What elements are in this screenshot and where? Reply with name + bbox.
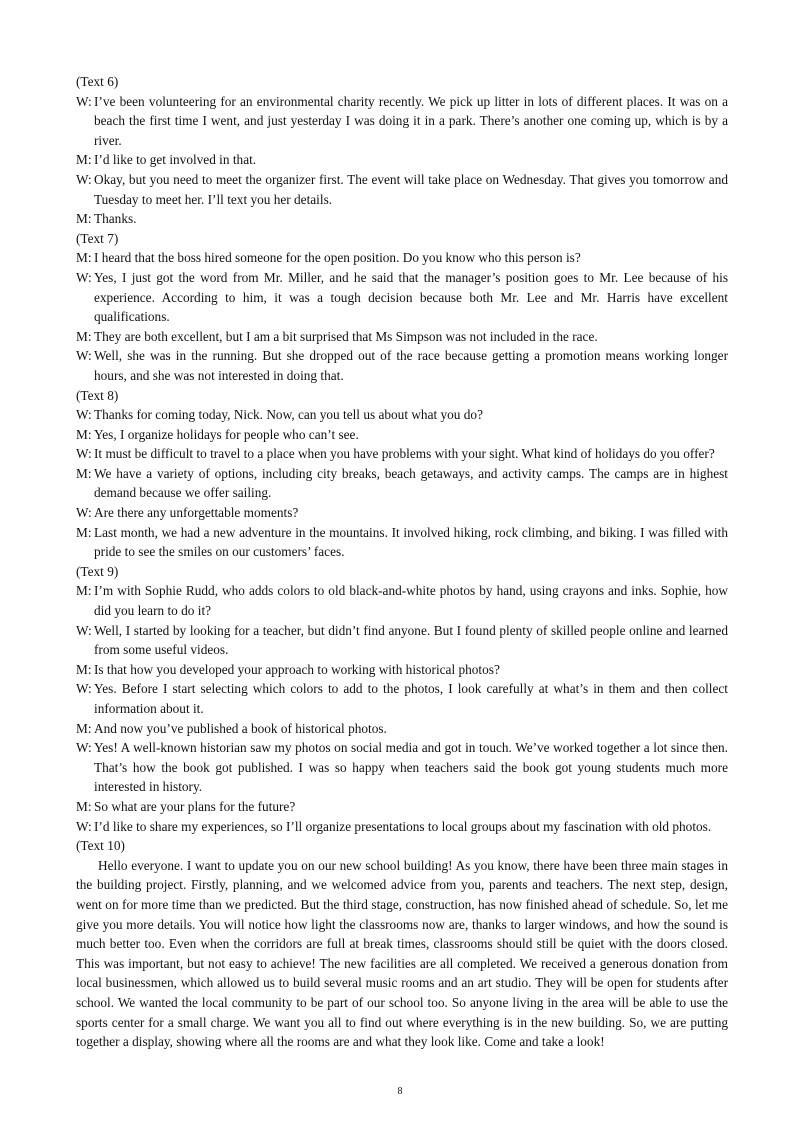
dialogue-text: I’d like to get involved in that. bbox=[94, 152, 257, 168]
text-9-section bbox=[76, 562, 728, 836]
dialogue-text: Well, she was in the running. But she dropped out of the race because getting a promotion means working longer hours, and she was not interested in doing that. bbox=[94, 348, 728, 383]
dialogue-text: Yes, I organize holidays for people who can’t see. bbox=[94, 426, 359, 442]
dialogue-line bbox=[76, 425, 728, 445]
monologue-paragraph: Hello everyone. I want to update you on our new school building! As you know, there have been three main stages in the building project. Firstly, planning, and we welcomed advice from you, parents and teachers. The next step, design, went on for more time than we predicted. But the third stage, construction, has now finished ahead of schedule. So, let me give you more details. You will notice how light the classrooms now are, thanks to larger windows, and how the sound is much better too. Even when the corridors are full at break times, classrooms should still be quiet with the doors closed. This was important, but not easy to achieve! The new facilities are all completed. We received a generous donation from local businessmen, which allowed us to build several music rooms and an art studio. They will be open for students after school. We wanted the local community to be part of our school too. So anyone living in the area will be able to use the sports center for a small charge. We want you all to find out where everything is in the new building. So, we are putting together a display, showing where all the rooms are and what they look like. Come and take a look! bbox=[76, 857, 728, 1050]
dialogue-line bbox=[76, 405, 728, 425]
dialogue-text: Last month, we had a new adventure in the mountains. It involved hiking, rock climbing, and biking. I was filled with pride to see the smiles on our customers’ faces. bbox=[94, 524, 728, 560]
dialogue-line bbox=[76, 248, 728, 268]
speaker-label: W: bbox=[76, 446, 92, 462]
dialogue-line bbox=[76, 150, 728, 170]
speaker-label: M: bbox=[76, 798, 92, 814]
speaker-label: M: bbox=[76, 583, 92, 599]
page-content bbox=[76, 72, 728, 1052]
dialogue-text: Thanks. bbox=[94, 211, 137, 227]
dialogue-line bbox=[76, 817, 728, 837]
dialogue-line bbox=[76, 621, 728, 660]
speaker-label: M: bbox=[76, 661, 92, 677]
dialogue-line bbox=[76, 444, 728, 464]
dialogue-line bbox=[76, 581, 728, 620]
text-7-heading: (Text 7) bbox=[76, 230, 119, 246]
dialogue-line bbox=[76, 209, 728, 229]
dialogue-line bbox=[76, 464, 728, 503]
dialogue-text: Thanks for coming today, Nick. Now, can you tell us about what you do? bbox=[94, 407, 483, 423]
dialogue-text: Are there any unforgettable moments? bbox=[94, 505, 299, 521]
text-10-section bbox=[76, 836, 728, 1052]
dialogue-line bbox=[76, 503, 728, 523]
speaker-label: W: bbox=[76, 171, 92, 187]
dialogue-line bbox=[76, 92, 728, 151]
speaker-label: W: bbox=[76, 269, 92, 285]
text-9-heading: (Text 9) bbox=[76, 563, 119, 579]
speaker-label: M: bbox=[76, 152, 92, 168]
speaker-label: W: bbox=[76, 681, 92, 697]
dialogue-text: They are both excellent, but I am a bit surprised that Ms Simpson was not included in the race. bbox=[94, 328, 598, 344]
dialogue-text: I heard that the boss hired someone for the open position. Do you know who this person is? bbox=[94, 250, 581, 266]
text-8-heading: (Text 8) bbox=[76, 387, 119, 403]
dialogue-text: I’m with Sophie Rudd, who adds colors to old black-and-white photos by hand, using crayons and inks. Sophie, how did you learn to do it? bbox=[94, 583, 728, 619]
speaker-label: M: bbox=[76, 524, 92, 540]
dialogue-line bbox=[76, 797, 728, 817]
dialogue-text: And now you’ve published a book of historical photos. bbox=[94, 720, 387, 736]
speaker-label: W: bbox=[76, 348, 92, 364]
speaker-label: W: bbox=[76, 505, 92, 521]
speaker-label: M: bbox=[76, 426, 92, 442]
dialogue-text: We have a variety of options, including city breaks, beach getaways, and activity camps. The camps are in highest demand because we offer sailing. bbox=[94, 465, 728, 501]
text-8-section bbox=[76, 386, 728, 562]
dialogue-line bbox=[76, 719, 728, 739]
dialogue-text: Well, I started by looking for a teacher, but didn’t find anyone. But I found plenty of skilled people online and learned from some useful videos. bbox=[94, 622, 728, 658]
speaker-label: W: bbox=[76, 622, 92, 638]
dialogue-text: Yes! A well-known historian saw my photos on social media and got in touch. We’ve worked together a lot since then. That’s how the book got published. I was so happy when teachers said the book got young students much more interested in history. bbox=[94, 740, 728, 795]
speaker-label: W: bbox=[76, 407, 92, 423]
text-10-heading: (Text 10) bbox=[76, 838, 125, 854]
dialogue-text: I’ve been volunteering for an environmental charity recently. We pick up litter in lots of different places. It was on a beach the first time I went, and just yesterday I was doing it in a park. There’s another one coming up, which is by a river. bbox=[94, 93, 728, 148]
speaker-label: M: bbox=[76, 465, 92, 481]
text-6-heading: (Text 6) bbox=[76, 74, 119, 89]
speaker-label: W: bbox=[76, 93, 92, 109]
dialogue-text: Is that how you developed your approach to working with historical photos? bbox=[94, 661, 500, 677]
dialogue-line bbox=[76, 268, 728, 327]
dialogue-text: I’d like to share my experiences, so I’ll organize presentations to local groups about my fascination with old photos. bbox=[94, 818, 712, 834]
dialogue-text: Okay, but you need to meet the organizer first. The event will take place on Wednesday. That gives you tomorrow and Tuesday to meet her. I’ll text you her details. bbox=[94, 171, 728, 207]
text-6-section bbox=[76, 72, 728, 229]
dialogue-text: So what are your plans for the future? bbox=[94, 798, 296, 814]
speaker-label: M: bbox=[76, 328, 92, 344]
dialogue-text: Yes, I just got the word from Mr. Miller, and he said that the manager’s position goes to Mr. Lee because of his experience. According to him, it was a tough decision because both Mr. Lee and Mr. Harris have excellent qualifications. bbox=[94, 269, 728, 325]
dialogue-line bbox=[76, 327, 728, 347]
text-7-section bbox=[76, 229, 728, 386]
speaker-label: M: bbox=[76, 720, 92, 736]
page-number: 8 bbox=[397, 1086, 403, 1097]
speaker-label: W: bbox=[76, 818, 92, 834]
speaker-label: W: bbox=[76, 740, 92, 756]
dialogue-line bbox=[76, 679, 728, 718]
speaker-label: M: bbox=[76, 250, 92, 266]
dialogue-line bbox=[76, 523, 728, 562]
dialogue-text: It must be difficult to travel to a place when you have problems with your sight. What kind of holidays do you offer? bbox=[94, 446, 715, 462]
dialogue-text: Yes. Before I start selecting which colors to add to the photos, I look carefully at what’s in them and then collect information about it. bbox=[94, 681, 728, 716]
dialogue-line bbox=[76, 346, 728, 385]
dialogue-line bbox=[76, 170, 728, 209]
speaker-label: M: bbox=[76, 211, 92, 227]
dialogue-line bbox=[76, 738, 728, 797]
dialogue-line bbox=[76, 660, 728, 680]
